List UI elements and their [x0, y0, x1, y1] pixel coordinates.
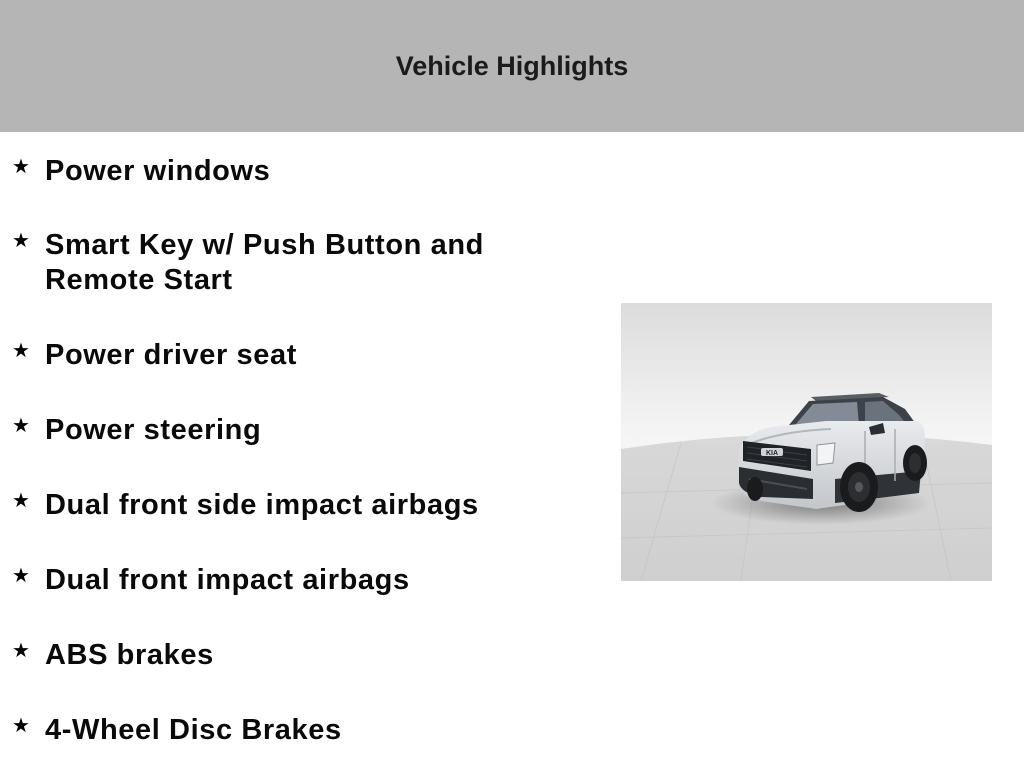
star-icon: ★: [12, 415, 30, 437]
list-item: [10, 154, 590, 189]
list-item: [10, 228, 570, 298]
badge-text: KIA: [765, 450, 779, 457]
star-icon: ★: [12, 340, 30, 362]
highlight-text: Power steering: [45, 414, 262, 446]
star-icon: ★: [12, 230, 30, 252]
list-item: [10, 563, 590, 598]
highlight-text: Power driver seat: [45, 339, 297, 371]
list-item: [10, 413, 590, 448]
list-item: [10, 338, 590, 373]
star-icon: ★: [12, 156, 30, 178]
list-item: [10, 488, 590, 523]
highlight-text: 4-Wheel Disc Brakes: [45, 714, 342, 746]
highlight-text: Dual front side impact airbags: [45, 489, 479, 521]
highlight-text: Dual front impact airbags: [45, 564, 410, 596]
highlights-header: [0, 0, 1024, 132]
list-item: [10, 638, 590, 673]
star-icon: ★: [12, 565, 30, 587]
page-title: Vehicle Highlights: [395, 50, 629, 81]
star-icon: ★: [12, 715, 30, 737]
star-icon: ★: [12, 490, 30, 512]
highlight-text: Smart Key w/ Push Button and Remote Start: [45, 229, 484, 296]
vehicle-photo: [621, 303, 992, 581]
highlight-text: ABS brakes: [45, 639, 214, 671]
star-icon: ★: [12, 640, 30, 662]
highlight-text: Power windows: [45, 155, 271, 187]
list-item: [10, 713, 590, 748]
